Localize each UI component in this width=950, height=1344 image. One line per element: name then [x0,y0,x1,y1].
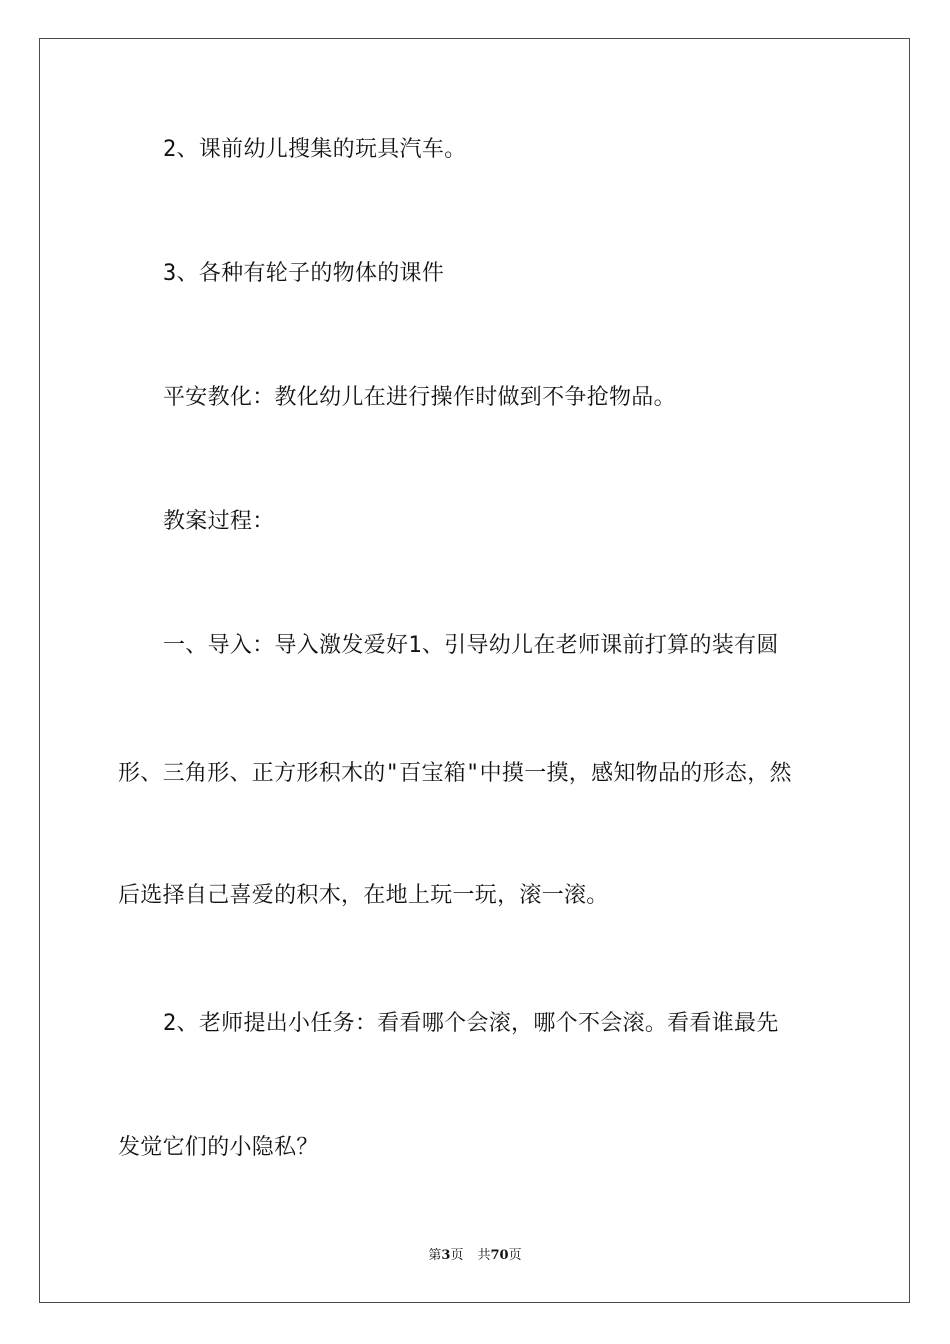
paragraph-line-9: 发觉它们的小隐私？ [118,1135,319,1160]
paragraph-line-1: 2、课前幼儿搜集的玩具汽车。 [163,137,467,162]
paragraph-line-7: 后选择自己喜爱的积木，在地上玩一玩，滚一滚。 [118,883,609,908]
footer-page-suffix: 页 [450,1248,464,1263]
paragraph-line-3: 平安教化：教化幼儿在进行操作时做到不争抢物品。 [163,385,676,410]
paragraph-line-6: 形、三角形、正方形积木的"百宝箱"中摸一摸，感知物品的形态，然 [118,761,792,786]
footer-page-number: 3 [441,1248,451,1263]
page-footer [0,1247,950,1265]
footer-page-prefix: 第 [428,1248,442,1263]
footer-total-pages: 70 [490,1248,509,1263]
page-border [39,38,910,1303]
footer-total-prefix: 共 [477,1248,491,1263]
paragraph-line-5: 一、导入：导入激发爱好1、引导幼儿在老师课前打算的装有圆 [163,633,779,658]
paragraph-line-4: 教案过程： [163,509,275,534]
paragraph-line-2: 3、各种有轮子的物体的课件 [163,261,445,286]
footer-total-suffix: 页 [508,1248,522,1263]
paragraph-line-8: 2、老师提出小任务：看看哪个会滚，哪个不会滚。看看谁最先 [163,1011,779,1036]
